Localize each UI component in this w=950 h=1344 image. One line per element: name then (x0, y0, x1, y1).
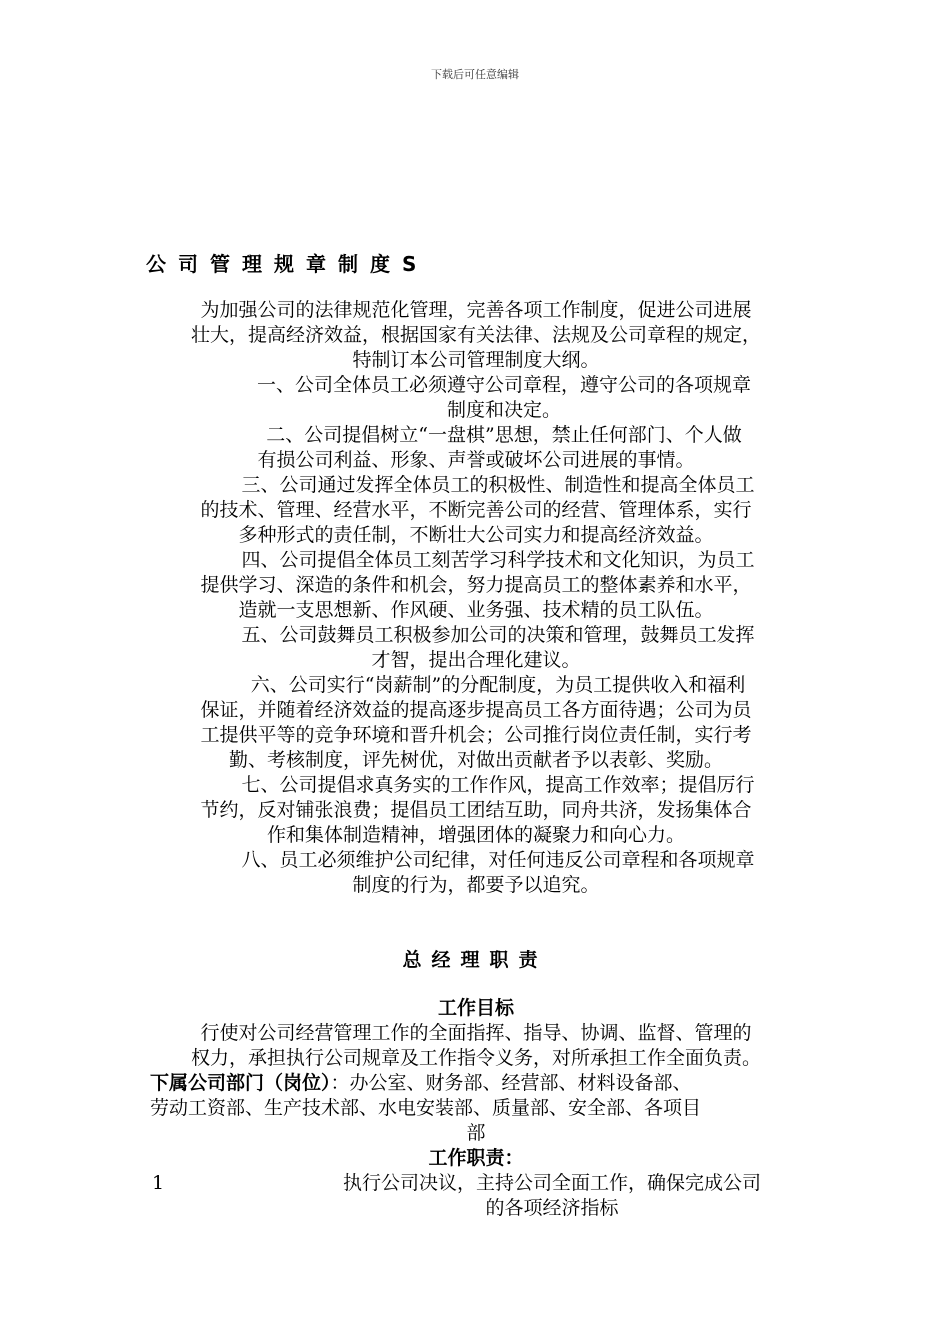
article-5 (150, 623, 802, 673)
intro-paragraph (150, 298, 802, 373)
article-2 (150, 423, 802, 473)
gm-duties-body (150, 996, 802, 1221)
article-line: 造就一支思想新、作风硬、业务强、技术精的员工队伍。 (238, 599, 714, 621)
header-note: 下载后可任意编辑 (431, 68, 519, 81)
article-line: 勤、考核制度，评先树优，对做出贡献者予以表彰、奖励。 (228, 749, 723, 771)
document-title: 公司管理规章制度S (146, 252, 429, 276)
duty-item (150, 1171, 802, 1221)
article-line: 多种形式的责任制，不断壮大公司实力和提高经济效益。 (238, 524, 714, 546)
article-line: 提供学习、深造的条件和机会，努力提高员工的整体素养和水平， (200, 574, 752, 596)
article-line: 节约，反对铺张浪费；提倡员工团结互助，同舟共济，发扬集体合 (200, 799, 752, 821)
article-4 (150, 548, 802, 623)
article-8 (150, 848, 802, 898)
goal-line: 行使对公司经营管理工作的全面指挥、指导、协调、监督、管理的 (200, 1022, 752, 1044)
article-3 (150, 473, 802, 548)
article-1 (150, 373, 802, 423)
article-7 (150, 773, 802, 848)
article-line: 三、公司通过发挥全体员工的积极性、制造性和提高全体员工 (241, 474, 755, 496)
duty-number: 1 (152, 1172, 165, 1194)
intro-line: 特制订本公司管理制度大纲。 (352, 349, 600, 371)
goal-heading: 工作目标 (437, 997, 514, 1019)
article-line: 四、公司提倡全体员工刻苦学习科学技术和文化知识，为员工 (241, 549, 755, 571)
article-6 (150, 673, 802, 773)
article-line: 六、公司实行“岗薪制”的分配制度，为员工提供收入和福利 (250, 674, 746, 696)
dept-label: 下属公司部门（岗位） (150, 1072, 331, 1094)
article-line: 保证，并随着经济效益的提高逐步提高员工各方面待遇；公司为员 (200, 699, 752, 721)
article-line: 二、公司提倡树立“一盘棋”思想，禁止任何部门、个人做 (266, 424, 742, 446)
article-line: 有损公司利益、形象、声誉或破坏公司进展的事情。 (257, 449, 695, 471)
article-line: 的技术、管理、经营水平，不断完善公司的经营、管理体系，实行 (200, 499, 752, 521)
article-line: 八、员工必须维护公司纪律，对任何违反公司章程和各项规章 (241, 849, 755, 871)
duties-heading: 工作职责： (428, 1147, 524, 1169)
article-line: 一、公司全体员工必须遵守公司章程，遵守公司的各项规章 (256, 374, 751, 396)
dept-line: 部 (466, 1122, 486, 1144)
dept-line (150, 1071, 802, 1096)
dept-list: ：办公室、财务部、经营部、材料设备部、 (330, 1072, 692, 1094)
article-line: 工提供平等的竞争环境和晋升机会；公司推行岗位责任制，实行考 (200, 724, 752, 746)
regulations-body (150, 298, 802, 898)
intro-line: 为加强公司的法律规范化管理，完善各项工作制度，促进公司进展 (200, 299, 752, 321)
article-line: 制度的行为，都要予以追究。 (352, 874, 600, 896)
article-line: 作和集体制造精神，增强团体的凝聚力和向心力。 (266, 824, 685, 846)
duty-text (302, 1171, 802, 1221)
section-title-gm-duties: 总经理职责 (402, 949, 548, 971)
article-line: 制度和决定。 (446, 399, 561, 421)
article-line: 五、公司鼓舞员工积极参加公司的决策和管理，鼓舞员工发挥 (241, 624, 755, 646)
article-line: 七、公司提倡求真务实的工作作风，提高工作效率；提倡厉行 (241, 774, 755, 796)
duty-line: 的各项经济指标 (485, 1197, 619, 1219)
intro-line: 壮大，提高经济效益，根据国家有关法律、法规及公司章程的规定， (190, 324, 761, 346)
article-line: 才智，提出合理化建议。 (371, 649, 581, 671)
goal-line: 权力，承担执行公司规章及工作指令义务，对所承担工作全面负责。 (190, 1047, 761, 1069)
dept-line: 劳动工资部、生产技术部、水电安装部、质量部、安全部、各项目 (150, 1097, 702, 1119)
duty-line: 执行公司决议，主持公司全面工作，确保完成公司 (342, 1172, 761, 1194)
